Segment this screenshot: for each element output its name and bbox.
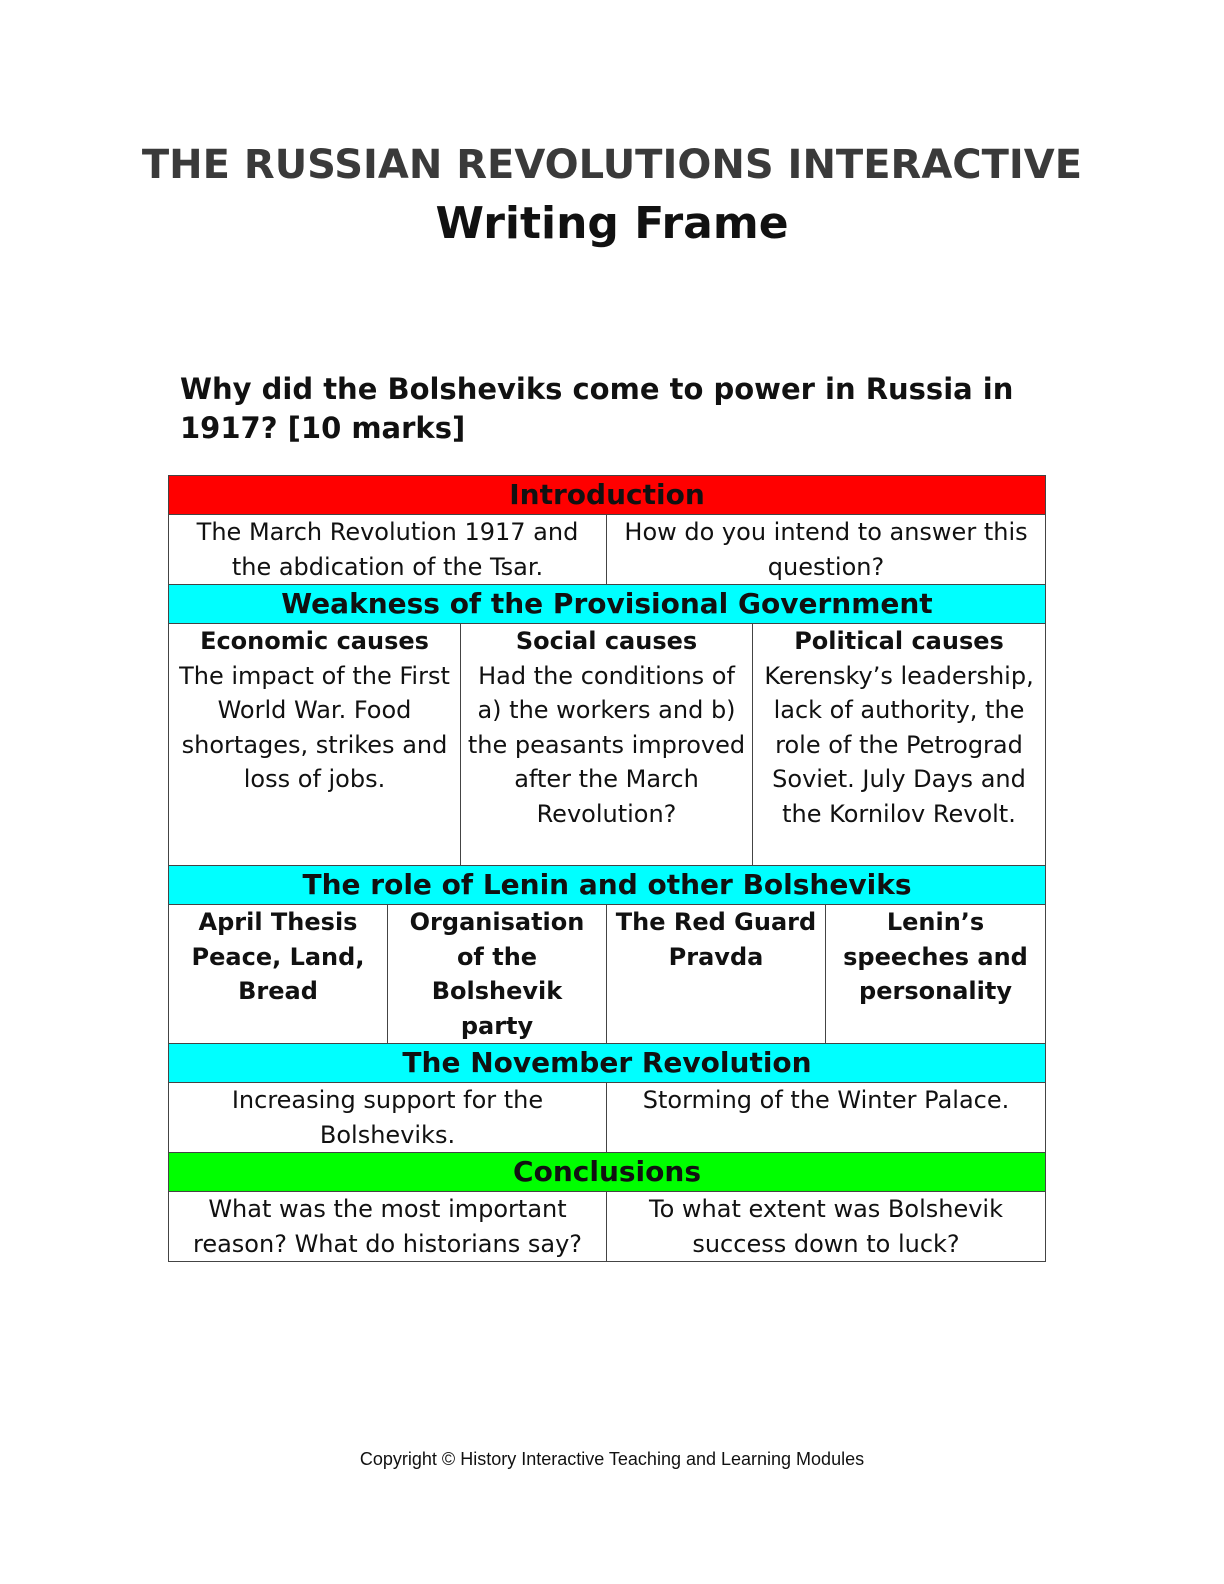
social-causes-title: Social causes [515,627,698,655]
political-causes-cell [753,624,1046,866]
weakness-row [169,624,1046,866]
lenin-row [169,905,1046,1044]
introduction-row [169,515,1046,585]
conclusions-header-row [169,1153,1046,1192]
political-causes-text: Kerensky’s leadership, lack of authority, the role of the Petrograd Soviet. July Days and the Kornilov Revolt. [764,661,1034,828]
social-causes-text: Had the conditions of a) the workers and b) the peasants improved after the March Revolution? [467,661,746,828]
november-header-row [169,1044,1046,1083]
introduction-cell-2: How do you intend to answer this question? [607,515,1046,585]
organisation-cell: Organisation of the Bolshevik party [388,905,607,1044]
november-cell-2: Storming of the Winter Palace. [607,1083,1046,1153]
conclusions-cell-2: To what extent was Bolshevik success down to luck? [607,1192,1046,1262]
lenin-header-row [169,866,1046,905]
introduction-cell-1: The March Revolution 1917 and the abdication of the Tsar. [169,515,607,585]
page-subtitle: Writing Frame [435,198,789,249]
introduction-header-row [169,476,1046,515]
lenin-speeches-cell: Lenin’s speeches and personality [826,905,1046,1044]
economic-causes-cell [169,624,461,866]
introduction-heading: Introduction [169,476,1046,515]
november-cell-1: Increasing support for the Bolsheviks. [169,1083,607,1153]
page-title: THE RUSSIAN REVOLUTIONS INTERACTIVE [141,142,1083,188]
conclusions-row [169,1192,1046,1262]
conclusions-cell-1: What was the most important reason? What do historians say? [169,1192,607,1262]
weakness-header-row [169,585,1046,624]
april-thesis-cell: April Thesis Peace, Land, Bread [169,905,388,1044]
social-causes-cell [461,624,753,866]
red-guard-cell: The Red Guard Pravda [607,905,826,1044]
economic-causes-title: Economic causes [200,627,429,655]
november-row [169,1083,1046,1153]
weakness-heading: Weakness of the Provisional Government [169,585,1046,624]
conclusions-heading: Conclusions [169,1153,1046,1192]
lenin-heading: The role of Lenin and other Bolsheviks [169,866,1046,905]
political-causes-title: Political causes [794,627,1004,655]
writing-frame-table [168,475,1046,1262]
copyright-footer: Copyright © History Interactive Teaching and Learning Modules [359,1449,865,1469]
november-heading: The November Revolution [169,1044,1046,1083]
essay-question: Why did the Bolsheviks come to power in Russia in 1917? [10 marks] [180,372,1014,445]
economic-causes-text: The impact of the First World War. Food shortages, strikes and loss of jobs. [179,661,450,793]
